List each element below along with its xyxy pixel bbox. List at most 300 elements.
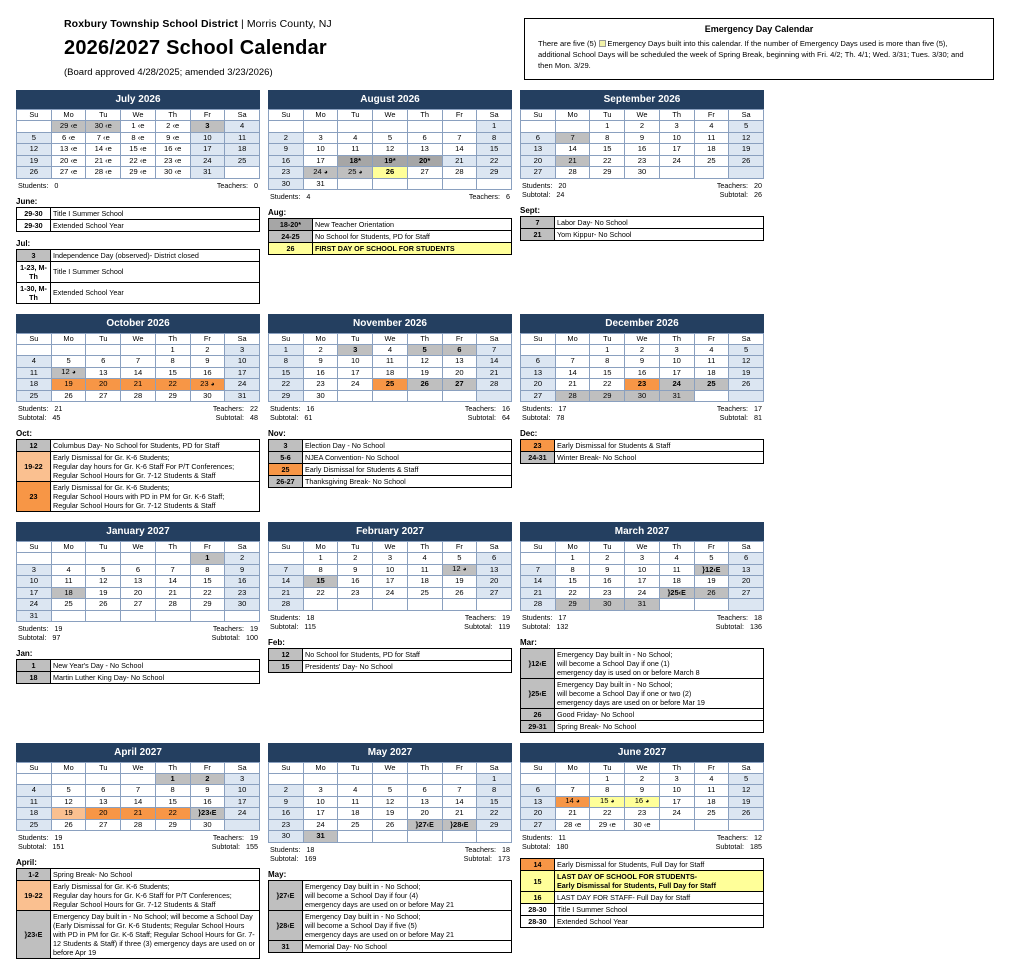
calendar-day-cell[interactable]: 25 (225, 155, 260, 167)
calendar-day-cell[interactable]: 6 (521, 356, 556, 368)
calendar-day-cell[interactable]: 8 (303, 564, 338, 576)
calendar-day-cell[interactable]: 25 ◕ (338, 167, 373, 179)
calendar-day-cell[interactable]: 11 (17, 367, 52, 379)
calendar-day-cell[interactable]: 21 (555, 155, 590, 167)
calendar-day-cell[interactable]: 4 (225, 121, 260, 133)
calendar-day-cell[interactable]: 6 (521, 132, 556, 144)
calendar-day-cell[interactable]: 20 (729, 576, 764, 588)
calendar-day-cell[interactable] (373, 390, 408, 402)
calendar-day-cell[interactable]: 21 (442, 808, 477, 820)
calendar-day-cell[interactable]: 16 (190, 796, 225, 808)
calendar-day-cell[interactable]: 24 ◕ (303, 167, 338, 179)
calendar-day-cell[interactable]: 9 (269, 796, 304, 808)
calendar-day-cell[interactable]: 5 (373, 785, 408, 797)
calendar-day-cell[interactable] (86, 610, 121, 622)
calendar-day-cell[interactable]: 7 (477, 344, 512, 356)
calendar-day-cell[interactable]: 18 (338, 808, 373, 820)
calendar-day-cell[interactable]: 19 (694, 576, 729, 588)
calendar-day-cell[interactable]: 8 (155, 785, 190, 797)
calendar-day-cell[interactable]: 30 (225, 599, 260, 611)
calendar-day-cell[interactable]: 15 ‹e (121, 144, 156, 156)
calendar-day-cell[interactable]: 9 (625, 785, 660, 797)
calendar-day-cell[interactable]: 6 (86, 356, 121, 368)
calendar-day-cell[interactable]: 11 (51, 576, 86, 588)
calendar-day-cell[interactable] (694, 390, 729, 402)
calendar-day-cell[interactable]: 27 (86, 819, 121, 831)
calendar-day-cell[interactable]: 31 (303, 178, 338, 190)
calendar-day-cell[interactable]: 17 (225, 796, 260, 808)
calendar-day-cell[interactable]: 29 (190, 599, 225, 611)
calendar-day-cell[interactable]: 8 ‹e (121, 132, 156, 144)
calendar-day-cell[interactable]: 24 (225, 379, 260, 391)
calendar-day-cell[interactable]: 14 (521, 576, 556, 588)
calendar-day-cell[interactable]: 19 (729, 367, 764, 379)
calendar-day-cell[interactable]: 31 (303, 831, 338, 843)
calendar-day-cell[interactable] (729, 599, 764, 611)
calendar-day-cell[interactable] (659, 819, 694, 831)
calendar-day-cell[interactable]: 3 (225, 344, 260, 356)
calendar-day-cell[interactable]: 19 (17, 155, 52, 167)
calendar-day-cell[interactable]: 22 (303, 587, 338, 599)
calendar-day-cell[interactable]: 18 (694, 367, 729, 379)
calendar-day-cell[interactable]: 30 ‹e (86, 121, 121, 133)
calendar-day-cell[interactable]: 7 (155, 564, 190, 576)
calendar-day-cell[interactable]: 15 (190, 576, 225, 588)
calendar-day-cell[interactable]: 14 (442, 144, 477, 156)
calendar-day-cell[interactable]: 1 (155, 773, 190, 785)
calendar-day-cell[interactable]: 1 (269, 344, 304, 356)
calendar-day-cell[interactable]: 9 (338, 564, 373, 576)
calendar-day-cell[interactable]: 7 ‹e (86, 132, 121, 144)
calendar-day-cell[interactable]: 17 (338, 367, 373, 379)
calendar-day-cell[interactable]: 16 (303, 367, 338, 379)
calendar-day-cell[interactable]: 28 (477, 379, 512, 391)
calendar-day-cell[interactable]: 21 ‹e (86, 155, 121, 167)
calendar-day-cell[interactable]: 18 (694, 796, 729, 808)
calendar-day-cell[interactable]: 17 (659, 367, 694, 379)
calendar-day-cell[interactable]: 9 (625, 132, 660, 144)
calendar-day-cell[interactable]: 4 (694, 121, 729, 133)
calendar-day-cell[interactable]: 4 (659, 553, 694, 565)
calendar-day-cell[interactable]: 9 ‹e (155, 132, 190, 144)
calendar-day-cell[interactable]: 29 (555, 599, 590, 611)
calendar-day-cell[interactable]: 27 (86, 390, 121, 402)
calendar-day-cell[interactable]: 11 (338, 796, 373, 808)
calendar-day-cell[interactable]: 12 ◕ (51, 367, 86, 379)
calendar-day-cell[interactable]: 10 (659, 132, 694, 144)
calendar-day-cell[interactable]: 22 (590, 155, 625, 167)
calendar-day-cell[interactable]: 20 (477, 576, 512, 588)
calendar-day-cell[interactable]: 21 (155, 587, 190, 599)
calendar-day-cell[interactable]: 25 (373, 379, 408, 391)
calendar-day-cell[interactable]: 30 (269, 831, 304, 843)
calendar-day-cell[interactable]: 23 (590, 587, 625, 599)
calendar-day-cell[interactable]: 22 (590, 379, 625, 391)
calendar-day-cell[interactable]: 5 (694, 553, 729, 565)
calendar-day-cell[interactable] (659, 167, 694, 179)
calendar-day-cell[interactable]: 17 (373, 576, 408, 588)
calendar-day-cell[interactable]: 19 (51, 808, 86, 820)
calendar-day-cell[interactable]: 26 (729, 155, 764, 167)
calendar-day-cell[interactable]: 9 (590, 564, 625, 576)
calendar-day-cell[interactable]: 29 (155, 819, 190, 831)
calendar-day-cell[interactable]: 7 (555, 356, 590, 368)
calendar-day-cell[interactable]: 16 (190, 367, 225, 379)
calendar-day-cell[interactable]: 23 (625, 379, 660, 391)
calendar-day-cell[interactable]: 24 (659, 379, 694, 391)
calendar-day-cell[interactable]: 13 (521, 367, 556, 379)
calendar-day-cell[interactable]: 5 (51, 785, 86, 797)
calendar-day-cell[interactable]: 5 (729, 121, 764, 133)
calendar-day-cell[interactable] (729, 167, 764, 179)
calendar-day-cell[interactable]: 31 (659, 390, 694, 402)
calendar-day-cell[interactable]: 16 (590, 576, 625, 588)
calendar-day-cell[interactable]: 13 (407, 144, 442, 156)
calendar-day-cell[interactable]: 15 ◕ (590, 796, 625, 808)
calendar-day-cell[interactable]: 26 (442, 587, 477, 599)
calendar-day-cell[interactable] (121, 610, 156, 622)
calendar-day-cell[interactable]: 15 (590, 367, 625, 379)
calendar-day-cell[interactable]: 28 (555, 167, 590, 179)
calendar-day-cell[interactable]: 22 (155, 808, 190, 820)
calendar-day-cell[interactable]: 22 ‹e (121, 155, 156, 167)
calendar-day-cell[interactable]: 6 (407, 785, 442, 797)
calendar-day-cell[interactable]: 16 ‹e (155, 144, 190, 156)
calendar-day-cell[interactable] (694, 819, 729, 831)
calendar-day-cell[interactable]: 23 (269, 167, 304, 179)
calendar-day-cell[interactable]: 29 (590, 167, 625, 179)
calendar-day-cell[interactable]: 15 (477, 144, 512, 156)
calendar-day-cell[interactable] (373, 831, 408, 843)
calendar-day-cell[interactable]: 29 (155, 390, 190, 402)
calendar-day-cell[interactable]: 12 (729, 785, 764, 797)
calendar-day-cell[interactable]: 13 (121, 576, 156, 588)
calendar-day-cell[interactable]: 20 (521, 808, 556, 820)
calendar-day-cell[interactable]: 14 (555, 144, 590, 156)
calendar-day-cell[interactable]: 17 (659, 796, 694, 808)
calendar-day-cell[interactable] (373, 599, 408, 611)
calendar-day-cell[interactable]: 21 (269, 587, 304, 599)
calendar-day-cell[interactable]: 6 (477, 553, 512, 565)
calendar-day-cell[interactable]: 2 (625, 121, 660, 133)
calendar-day-cell[interactable]: 23 (303, 379, 338, 391)
calendar-day-cell[interactable] (51, 610, 86, 622)
calendar-day-cell[interactable]: 19 (729, 144, 764, 156)
calendar-day-cell[interactable]: 12 (729, 132, 764, 144)
calendar-day-cell[interactable]: 15 (477, 796, 512, 808)
calendar-day-cell[interactable]: 25 (17, 819, 52, 831)
calendar-day-cell[interactable]: 13 (407, 796, 442, 808)
calendar-day-cell[interactable]: 16 (625, 367, 660, 379)
calendar-day-cell[interactable]: 8 (269, 356, 304, 368)
calendar-day-cell[interactable]: 1 (477, 121, 512, 133)
calendar-day-cell[interactable]: 7 (269, 564, 304, 576)
calendar-day-cell[interactable]: 30 (269, 178, 304, 190)
calendar-day-cell[interactable]: 18 (694, 144, 729, 156)
calendar-day-cell[interactable]: 24 (625, 587, 660, 599)
calendar-day-cell[interactable]: 10 (625, 564, 660, 576)
calendar-day-cell[interactable] (442, 390, 477, 402)
calendar-day-cell[interactable]: 20 (86, 379, 121, 391)
calendar-day-cell[interactable]: 21 (442, 155, 477, 167)
calendar-day-cell[interactable]: 8 (155, 356, 190, 368)
calendar-day-cell[interactable]: 20 ‹e (51, 155, 86, 167)
calendar-day-cell[interactable]: 30 ‹e (155, 167, 190, 179)
calendar-day-cell[interactable]: 11 (694, 132, 729, 144)
calendar-day-cell[interactable]: 30 ‹e (625, 819, 660, 831)
calendar-day-cell[interactable]: 8 (190, 564, 225, 576)
calendar-day-cell[interactable]: 10 (338, 356, 373, 368)
calendar-day-cell[interactable]: 4 (694, 773, 729, 785)
calendar-day-cell[interactable]: 15 (155, 367, 190, 379)
calendar-day-cell[interactable]: 2 (269, 132, 304, 144)
calendar-day-cell[interactable]: 13 (521, 796, 556, 808)
calendar-day-cell[interactable]: 31 (225, 390, 260, 402)
calendar-day-cell[interactable]: 29 (477, 167, 512, 179)
calendar-day-cell[interactable]: 17 (303, 808, 338, 820)
calendar-day-cell[interactable]: 16 (269, 808, 304, 820)
calendar-day-cell[interactable]: 29 (477, 819, 512, 831)
calendar-day-cell[interactable]: 19 (51, 379, 86, 391)
calendar-day-cell[interactable]: 24 (303, 819, 338, 831)
calendar-day-cell[interactable]: 27 (521, 819, 556, 831)
calendar-day-cell[interactable]: 3 (303, 132, 338, 144)
calendar-day-cell[interactable]: 13 (442, 356, 477, 368)
calendar-day-cell[interactable]: 7 (521, 564, 556, 576)
calendar-day-cell[interactable]: 17 (190, 144, 225, 156)
calendar-day-cell[interactable]: 4 (17, 356, 52, 368)
calendar-day-cell[interactable]: 24 (338, 379, 373, 391)
calendar-day-cell[interactable]: 27 (121, 599, 156, 611)
calendar-day-cell[interactable] (477, 390, 512, 402)
calendar-day-cell[interactable]: 10 (659, 356, 694, 368)
calendar-day-cell[interactable]: 4 (338, 785, 373, 797)
calendar-day-cell[interactable]: 13 (729, 564, 764, 576)
calendar-day-cell[interactable]: 5 (86, 564, 121, 576)
calendar-day-cell[interactable]: 6 (521, 785, 556, 797)
calendar-day-cell[interactable]: 22 (190, 587, 225, 599)
calendar-day-cell[interactable]: 30 (303, 390, 338, 402)
calendar-day-cell[interactable]: 17 (659, 144, 694, 156)
calendar-day-cell[interactable]: 2 (190, 773, 225, 785)
calendar-day-cell[interactable] (338, 599, 373, 611)
calendar-day-cell[interactable]: 23 (338, 587, 373, 599)
calendar-day-cell[interactable]: 27 (477, 587, 512, 599)
calendar-day-cell[interactable]: 6 (442, 344, 477, 356)
calendar-day-cell[interactable]: 2 ‹e (155, 121, 190, 133)
calendar-day-cell[interactable]: 18 (17, 808, 52, 820)
calendar-day-cell[interactable]: 27 (407, 167, 442, 179)
calendar-day-cell[interactable]: 11 (338, 144, 373, 156)
calendar-day-cell[interactable]: 3 (659, 344, 694, 356)
calendar-day-cell[interactable] (407, 390, 442, 402)
calendar-day-cell[interactable]: 26 (407, 379, 442, 391)
calendar-day-cell[interactable] (155, 610, 190, 622)
calendar-day-cell[interactable]: 2 (590, 553, 625, 565)
calendar-day-cell[interactable]: 5 (51, 356, 86, 368)
calendar-day-cell[interactable]: 12 (373, 796, 408, 808)
calendar-day-cell[interactable]: 27 (442, 379, 477, 391)
calendar-day-cell[interactable]: 8 (555, 564, 590, 576)
calendar-day-cell[interactable]: 2 (338, 553, 373, 565)
calendar-day-cell[interactable]: 24 (190, 155, 225, 167)
calendar-day-cell[interactable]: 12 (407, 356, 442, 368)
calendar-day-cell[interactable]: 16 (338, 576, 373, 588)
calendar-day-cell[interactable]: 25 (694, 155, 729, 167)
calendar-day-cell[interactable]: 11 (17, 796, 52, 808)
calendar-day-cell[interactable]: 7 (121, 785, 156, 797)
calendar-day-cell[interactable]: 5 (729, 344, 764, 356)
calendar-day-cell[interactable]: 1 (477, 773, 512, 785)
calendar-day-cell[interactable]: 23 ‹e (155, 155, 190, 167)
calendar-day-cell[interactable]: 2 (269, 785, 304, 797)
calendar-day-cell[interactable]: 27 (521, 390, 556, 402)
calendar-day-cell[interactable]: 27 (521, 167, 556, 179)
calendar-day-cell[interactable]: 5 (407, 344, 442, 356)
calendar-day-cell[interactable]: 24 (659, 155, 694, 167)
calendar-day-cell[interactable] (694, 167, 729, 179)
calendar-day-cell[interactable] (442, 831, 477, 843)
calendar-day-cell[interactable]: 3 (659, 121, 694, 133)
calendar-day-cell[interactable]: 26 (51, 819, 86, 831)
calendar-day-cell[interactable]: 23 (625, 808, 660, 820)
calendar-day-cell[interactable]: 26 (373, 167, 408, 179)
calendar-day-cell[interactable]: 19 (442, 576, 477, 588)
calendar-day-cell[interactable]: 9 (303, 356, 338, 368)
calendar-day-cell[interactable]: 9 (625, 356, 660, 368)
calendar-day-cell[interactable]: 4 (407, 553, 442, 565)
calendar-day-cell[interactable]: 10 (225, 356, 260, 368)
calendar-day-cell[interactable]: 29 (590, 390, 625, 402)
calendar-day-cell[interactable]: 24 (17, 599, 52, 611)
calendar-day-cell[interactable]: 15 (269, 367, 304, 379)
calendar-day-cell[interactable]: 12 (17, 144, 52, 156)
calendar-day-cell[interactable]: 10 (190, 132, 225, 144)
calendar-day-cell[interactable]: 22 (555, 587, 590, 599)
calendar-day-cell[interactable]: 20 (442, 367, 477, 379)
calendar-day-cell[interactable]: 30 (625, 390, 660, 402)
calendar-day-cell[interactable]: 6 ‹e (51, 132, 86, 144)
calendar-day-cell[interactable]: 1 (590, 344, 625, 356)
calendar-day-cell[interactable]: 24 (659, 808, 694, 820)
calendar-day-cell[interactable]: 19* (373, 155, 408, 167)
calendar-day-cell[interactable]: 22 (590, 808, 625, 820)
calendar-day-cell[interactable]: 28 (121, 390, 156, 402)
calendar-day-cell[interactable]: }23‹E (190, 808, 225, 820)
calendar-day-cell[interactable]: 10 (659, 785, 694, 797)
calendar-day-cell[interactable] (338, 831, 373, 843)
calendar-day-cell[interactable]: 20 (407, 808, 442, 820)
calendar-day-cell[interactable]: 23 ◕ (190, 379, 225, 391)
calendar-day-cell[interactable]: 28 ‹e (555, 819, 590, 831)
calendar-day-cell[interactable]: 23 (269, 819, 304, 831)
calendar-day-cell[interactable]: 19 (729, 796, 764, 808)
calendar-day-cell[interactable]: 14 (555, 367, 590, 379)
calendar-day-cell[interactable]: 28 ‹e (86, 167, 121, 179)
calendar-day-cell[interactable]: 26 (694, 587, 729, 599)
calendar-day-cell[interactable]: 14 (155, 576, 190, 588)
calendar-day-cell[interactable]: 1 (590, 121, 625, 133)
calendar-day-cell[interactable]: 16 (269, 155, 304, 167)
calendar-day-cell[interactable]: 29 ‹e (51, 121, 86, 133)
calendar-day-cell[interactable]: 4 (17, 785, 52, 797)
calendar-day-cell[interactable]: 24 (373, 587, 408, 599)
calendar-day-cell[interactable]: 3 (303, 785, 338, 797)
calendar-day-cell[interactable]: 20 (521, 155, 556, 167)
calendar-day-cell[interactable]: 10 (373, 564, 408, 576)
calendar-day-cell[interactable]: 20 (86, 808, 121, 820)
calendar-day-cell[interactable]: 29 (269, 390, 304, 402)
calendar-day-cell[interactable]: 27 (729, 587, 764, 599)
calendar-day-cell[interactable]: 18 (51, 587, 86, 599)
calendar-day-cell[interactable]: 28 (121, 819, 156, 831)
calendar-day-cell[interactable]: 25 (694, 808, 729, 820)
calendar-day-cell[interactable]: 8 (477, 785, 512, 797)
calendar-day-cell[interactable]: 6 (729, 553, 764, 565)
calendar-day-cell[interactable] (659, 599, 694, 611)
calendar-day-cell[interactable]: 13 (86, 367, 121, 379)
calendar-day-cell[interactable]: 2 (190, 344, 225, 356)
calendar-day-cell[interactable]: 14 ‹e (86, 144, 121, 156)
calendar-day-cell[interactable]: 11 (225, 132, 260, 144)
calendar-day-cell[interactable]: 9 (269, 144, 304, 156)
calendar-day-cell[interactable]: 1 (155, 344, 190, 356)
calendar-day-cell[interactable]: 18 (373, 367, 408, 379)
calendar-day-cell[interactable]: 15 (155, 796, 190, 808)
calendar-day-cell[interactable] (694, 599, 729, 611)
calendar-day-cell[interactable]: 12 (86, 576, 121, 588)
calendar-day-cell[interactable]: 28 (155, 599, 190, 611)
calendar-day-cell[interactable]: 7 (121, 356, 156, 368)
calendar-day-cell[interactable]: 25 (407, 587, 442, 599)
calendar-day-cell[interactable]: 1 (555, 553, 590, 565)
calendar-day-cell[interactable]: 11 (694, 785, 729, 797)
calendar-day-cell[interactable]: 16 (625, 144, 660, 156)
calendar-day-cell[interactable]: 8 (477, 132, 512, 144)
calendar-day-cell[interactable]: 20* (407, 155, 442, 167)
calendar-day-cell[interactable]: 13 (86, 796, 121, 808)
calendar-day-cell[interactable]: 23 (625, 155, 660, 167)
calendar-day-cell[interactable] (442, 599, 477, 611)
calendar-day-cell[interactable]: 3 (373, 553, 408, 565)
calendar-day-cell[interactable]: 26 (51, 390, 86, 402)
calendar-day-cell[interactable]: 26 (373, 819, 408, 831)
calendar-day-cell[interactable]: 10 (303, 144, 338, 156)
calendar-day-cell[interactable]: 17 (225, 367, 260, 379)
calendar-day-cell[interactable]: 21 (477, 367, 512, 379)
calendar-day-cell[interactable]: 7 (555, 785, 590, 797)
calendar-day-cell[interactable]: 7 (555, 132, 590, 144)
calendar-day-cell[interactable]: 16 (225, 576, 260, 588)
calendar-day-cell[interactable]: 8 (590, 356, 625, 368)
calendar-day-cell[interactable]: 22 (155, 379, 190, 391)
calendar-day-cell[interactable]: 26 (17, 167, 52, 179)
calendar-day-cell[interactable]: 7 (442, 132, 477, 144)
calendar-day-cell[interactable]: 23 (225, 587, 260, 599)
calendar-day-cell[interactable] (729, 390, 764, 402)
calendar-day-cell[interactable]: 18 (407, 576, 442, 588)
calendar-day-cell[interactable]: 21 (121, 379, 156, 391)
calendar-day-cell[interactable]: 8 (590, 132, 625, 144)
calendar-day-cell[interactable]: 12 (51, 796, 86, 808)
calendar-day-cell[interactable]: 22 (269, 379, 304, 391)
calendar-day-cell[interactable]: 26 (86, 599, 121, 611)
calendar-day-cell[interactable]: 30 (190, 819, 225, 831)
calendar-day-cell[interactable]: 18 (225, 144, 260, 156)
calendar-day-cell[interactable] (303, 599, 338, 611)
calendar-day-cell[interactable]: 9 (190, 356, 225, 368)
calendar-day-cell[interactable]: 30 (590, 599, 625, 611)
